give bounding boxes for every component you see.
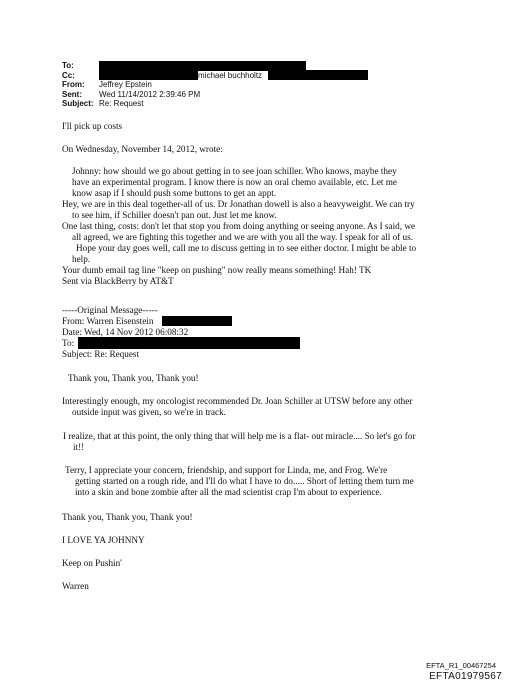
realize-line-2: it!! [73, 442, 85, 452]
johnny-paragraph [62, 166, 416, 287]
subject-label: Subject: [62, 99, 94, 109]
oncologist-line-2: outside input was given, so we're in track. [72, 407, 226, 417]
original-message-block [62, 305, 188, 360]
sent-via: Sent via BlackBerry by AT&T [62, 276, 174, 286]
realize-paragraph [63, 431, 416, 453]
sent-label: Sent: [62, 89, 82, 99]
tagline: Your dumb email tag line "keep on pushing" now really means something! Hah! TK [62, 265, 372, 275]
oncologist-line-1: Interestingly enough, my oncologist recommended Dr. Joan Schiller at UTSW before any other [62, 396, 413, 406]
johnny-line-2: have an experimental program. I know there is now an oral chemo available, etc. Let me [72, 177, 398, 187]
costs-line-1: One last thing, costs: don't let that stop you from doing anything or seeing anyone. As I said, we [62, 221, 416, 231]
footer-ref-1: EFTA_R1_00467254 [426, 661, 496, 670]
redaction-orig-from [162, 316, 232, 326]
thanks-second: Thank you, Thank you, Thank you! [62, 512, 193, 522]
johnny-line-3: know asap if I should push some buttons to get an appt. [72, 188, 277, 198]
terry-paragraph [65, 465, 414, 498]
cc-value: michael buchholtz [198, 70, 263, 80]
from-value: Jeffrey Epstein [99, 80, 152, 90]
terry-line-1: Terry, I appreciate your concern, friendship, and support for Linda, me, and Frog. We're [65, 465, 388, 475]
original-date: Date: Wed, 14 Nov 2012 06:08:32 [62, 327, 189, 337]
terry-line-2: getting started on a rough ride, and I'll do what I have to do..... Short of letting them turn me [75, 476, 414, 486]
from-label: From: [62, 80, 85, 90]
sent-value: Wed 11/14/2012 2:39:46 PM [99, 89, 201, 99]
to-label: To: [62, 61, 74, 70]
oncologist-paragraph [62, 396, 412, 418]
keep-pushin-line: Keep on Pushin' [62, 558, 122, 568]
costs-line-4: help. [72, 254, 91, 264]
love-line: I LOVE YA JOHNNY [62, 535, 145, 545]
costs-line-2: all agreed, we are fighting this together and we are with you all the way. I speak for all of us. [72, 232, 414, 242]
footer-ref-2: EFTA01979567 [429, 671, 502, 682]
realize-line-1: I realize, that at this point, the only thing that will help me is a flat- out miracle.... So let's go for [63, 431, 416, 441]
hey-line-1: Hey, we are in this deal together-all of us. Dr Jonathan dowell is also a heavyweight. We can try [62, 199, 415, 209]
original-to: To: [62, 338, 75, 348]
terry-line-3: into a skin and bone zombie after all the mad scientist crap I'm about to experience. [75, 487, 382, 497]
subject-value: Re: Request [99, 99, 144, 109]
johnny-line-1: Johnny: how should we go about getting in to see joan schiller. Who knows, maybe they [72, 166, 397, 176]
redaction-cc-2 [268, 70, 368, 80]
redaction-cc-1 [99, 71, 198, 80]
thanks-first: Thank you, Thank you, Thank you! [68, 373, 199, 383]
hey-line-2: to see him, if Schiller doesn't pan out. Just let me know. [72, 210, 277, 220]
redaction-orig-to [78, 337, 300, 349]
cc-label: Cc: [62, 70, 75, 80]
original-separator: -----Original Message----- [62, 305, 158, 315]
costs-line-3: Hope your day goes well, call me to discuss getting in to see either doctor. I might be able to [76, 243, 417, 253]
reply-text: I'll pick up costs [62, 121, 123, 131]
original-from: From: Warren Eisenstein [62, 316, 154, 326]
quote-intro: On Wednesday, November 14, 2012, wrote: [62, 144, 223, 154]
signature: Warren [62, 581, 89, 591]
original-subject: Subject: Re: Request [62, 349, 140, 359]
